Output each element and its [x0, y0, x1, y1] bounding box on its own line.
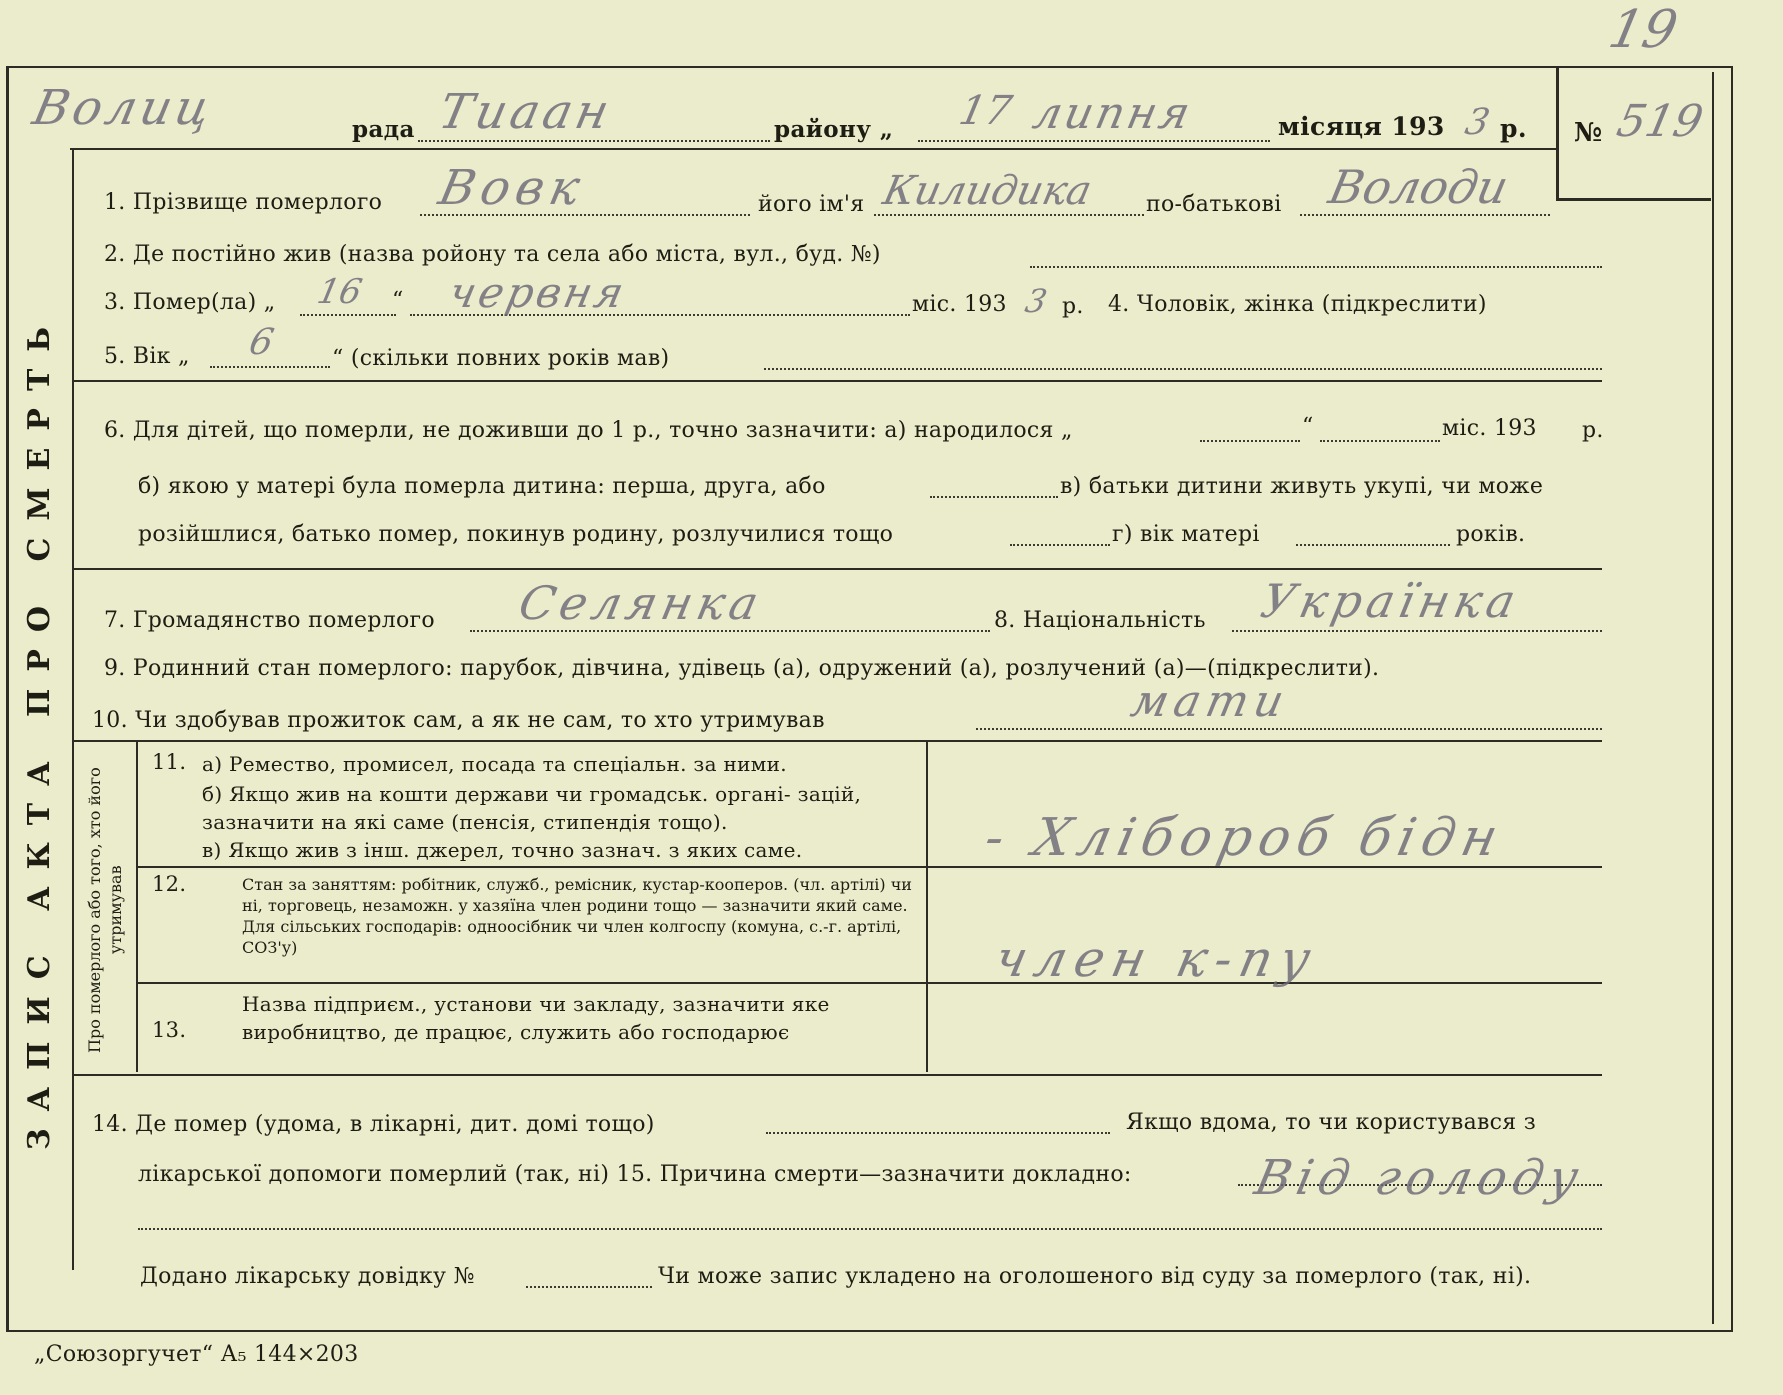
hw-day: 17	[955, 88, 1016, 134]
hw-cause: Від голоду	[1250, 1150, 1590, 1206]
field-6-month: міс. 193	[1442, 416, 1537, 441]
field-2-dots	[1030, 266, 1602, 268]
field-8-dots	[1232, 630, 1602, 632]
hw-year-digit: 3	[1461, 102, 1494, 143]
field-1-patronymic-label: по-батькові	[1146, 192, 1282, 217]
field-5-dots-rest	[764, 368, 1602, 370]
hw-death-year: 3	[1021, 282, 1051, 320]
field-7-dots	[470, 630, 990, 632]
field-12-text: Стан за заняттям: робітник, служб., ремісник, кустар-кооперов. (чл. артілі) чи ні, торговець, незаможн. у хазяїна член родини тощо — зазначити який саме. Для сільських господарів: одноосібник чи член колгоспу (комуна, с.-г. артілі, СОЗ'у)	[242, 875, 912, 957]
field-6-dots-g	[1296, 544, 1450, 546]
frame-right-inner	[1712, 72, 1714, 1324]
rada-label: рада	[352, 116, 415, 143]
field-11-a: а) Ремество, промисел, посада та спеціальн. за ними.	[202, 752, 787, 776]
hw-death-day: 16	[313, 272, 366, 312]
grid-bottom	[74, 1074, 1602, 1076]
field-6-dots-month	[1320, 440, 1440, 442]
grid-row-2	[138, 982, 1602, 984]
side-title: ЗАПИС АКТА ПРО СМЕРТЬ	[22, 309, 57, 1150]
field-14-dots	[766, 1132, 1110, 1134]
header-separator	[70, 148, 1556, 150]
printer-imprint: „Союзоргучет“ А₅ 144×203	[34, 1342, 359, 1367]
field-11-b: б) Якщо жив на кошти держави чи громадськ. органі- зацій, зазначити на які саме (пенсія, стипендія тощо).	[202, 782, 862, 834]
field-6-line-3a: розійшлися, батько помер, покинув родину, розлучилися тощо	[138, 522, 894, 547]
field-13-text: Назва підприєм., установи чи закладу, зазначити яке виробництво, де працює, служить або господарює	[242, 992, 830, 1044]
hw-status: член к-пу	[989, 930, 1324, 988]
rada-dots	[418, 140, 770, 142]
hw-occupation: - Хлібороб бідн	[979, 808, 1510, 868]
archive-number: 19	[1603, 0, 1683, 60]
field-10-label: 10. Чи здобував прожиток сам, а як не сам, то хто утримував	[92, 708, 825, 733]
separator-after-5	[74, 380, 1602, 382]
field-3-year-suffix: р.	[1062, 294, 1084, 319]
field-5-dots	[210, 366, 330, 368]
grid-col-2	[926, 742, 928, 1072]
field-1-name-label: його ім'я	[758, 192, 865, 217]
field-3-dots-day	[300, 314, 396, 316]
field-6-line-3b: г) вік матері	[1112, 522, 1260, 547]
field-6-r: р.	[1582, 418, 1604, 443]
field-8-label: 8. Національність	[994, 608, 1206, 633]
field-6-quote: “	[1302, 414, 1314, 439]
field-6-line-1: 6. Для дітей, що померли, не доживши до 1 р., точно зазначити: а) народилося „	[104, 418, 1073, 443]
hw-number: 519	[1612, 96, 1708, 147]
field-13-num: 13.	[152, 1018, 187, 1042]
field-1-label: 1. Прізвище померлого	[104, 190, 383, 215]
side-note: Про померлого або того, хто його утримував	[85, 767, 125, 1053]
field-1-dots-c	[1300, 214, 1550, 216]
field-11-c: в) Якщо жив з інш. джерел, точно зазнач. з яких саме.	[202, 838, 803, 862]
hw-rada-name: Тиаан	[434, 84, 618, 140]
field-3-quote: “	[392, 288, 404, 313]
grid-col-1	[136, 742, 138, 1072]
hw-death-month: червня	[444, 268, 632, 317]
field-6-dots-b	[930, 496, 1058, 498]
date-dots	[918, 140, 1270, 142]
hw-citizenship: Селянка	[514, 576, 769, 630]
field-6-line-2a: б) якою у матері була померла дитина: перша, друга, або	[138, 474, 826, 499]
left-inner-border	[72, 150, 74, 1270]
field-15-line: лікарської допомоги померлий (так, ні) 15. Причина смерти—зазначити докладно:	[138, 1162, 1132, 1187]
field-6-line-2b: в) батьки дитини живуть укупі, чи може	[1060, 474, 1544, 499]
field-6-line-3c: років.	[1456, 522, 1526, 547]
number-label: №	[1574, 118, 1603, 148]
hw-surname: Вовк	[434, 160, 591, 216]
hw-nationality: Українка	[1256, 574, 1526, 628]
hw-patronymic: Володи	[1324, 160, 1514, 214]
grid-top	[74, 740, 1602, 742]
month-label: місяця 193	[1278, 112, 1445, 141]
hw-age: 6	[245, 322, 278, 363]
field-5-label: 5. Вік „	[104, 344, 190, 369]
field-1-dots-b	[874, 214, 1144, 216]
field-3-month-label: міс. 193	[912, 292, 1007, 317]
field-12-num: 12.	[152, 872, 187, 896]
raion-label: району „	[774, 116, 894, 143]
hw-month: липня	[1028, 88, 1198, 139]
field-4-label: 4. Чоловік, жінка (підкреслити)	[1108, 292, 1487, 317]
field-10-dots	[976, 728, 1602, 730]
year-suffix: р.	[1500, 114, 1527, 143]
hw-name: Килидика	[879, 168, 1096, 214]
field-9-label: 9. Родинний стан померлого: парубок, дівчина, удівець (а), одружений (а), розлучений (а)—(підкреслити).	[104, 656, 1380, 681]
field-6-dots-v	[1010, 544, 1110, 546]
field-11-num: 11.	[152, 750, 187, 774]
field-6-dots-day	[1200, 440, 1300, 442]
field-14-label: 14. Де помер (удома, в лікарні, дит. домі тощо)	[92, 1112, 655, 1137]
field-15-dots-2	[138, 1228, 1602, 1230]
court-question: Чи може запис укладено на оголошеного від суду за померлого (так, ні).	[658, 1264, 1532, 1289]
field-5-rest: “ (скільки повних років мав)	[332, 346, 670, 371]
attachment-dots	[526, 1286, 652, 1288]
field-7-label: 7. Громадянство померлого	[104, 608, 435, 633]
field-14-right: Якщо вдома, то чи користувався з	[1126, 1110, 1537, 1135]
field-3-label: 3. Помер(ла) „	[104, 290, 276, 315]
hw-council: Волиц	[28, 80, 220, 136]
attachment-label: Додано лікарську довідку №	[140, 1264, 475, 1289]
field-2-label: 2. Де постійно жив (назва ройону та села або міста, вул., буд. №)	[104, 242, 881, 267]
hw-support: мати	[1126, 676, 1295, 727]
separator-after-6	[74, 568, 1602, 570]
